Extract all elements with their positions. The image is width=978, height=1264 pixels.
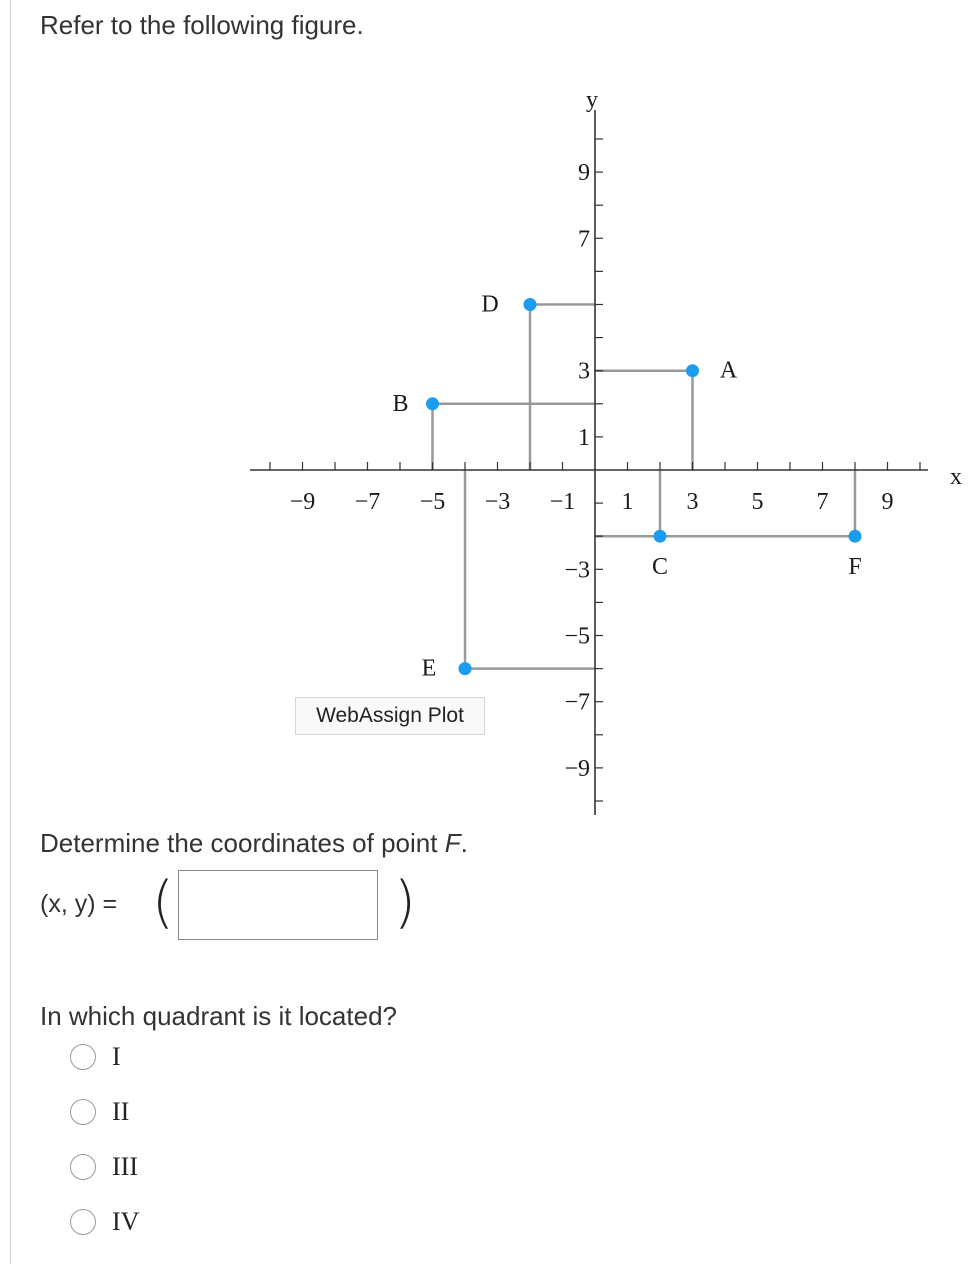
- x-tick-label: 5: [751, 489, 764, 515]
- x-tick-label: 1: [621, 489, 634, 515]
- point-b: [426, 397, 439, 410]
- y-tick-label: 9: [578, 160, 590, 187]
- radio-button[interactable]: [70, 1154, 96, 1180]
- question-coordinates-point: F: [444, 828, 461, 858]
- point-label-e: E: [421, 655, 437, 682]
- point-label-f: F: [848, 554, 862, 581]
- answer-row: [40, 868, 440, 944]
- option-label: III: [112, 1152, 138, 1181]
- y-tick-label: −7: [564, 689, 590, 716]
- point-label-a: A: [719, 357, 738, 384]
- labels: [290, 87, 962, 782]
- x-tick-label: −5: [419, 489, 446, 515]
- x-tick-label: −7: [354, 489, 381, 515]
- radio-button[interactable]: [70, 1209, 96, 1235]
- x-tick-label: −1: [549, 489, 576, 515]
- x-tick-label: 3: [686, 489, 699, 515]
- option-label: II: [112, 1097, 130, 1126]
- y-tick-label: −3: [564, 557, 590, 584]
- close-paren: ): [394, 870, 416, 935]
- radio-button[interactable]: [70, 1044, 96, 1070]
- x-tick-label: −9: [289, 489, 316, 515]
- x-tick-label: −3: [484, 489, 511, 515]
- question-coordinates-prefix: Determine the coordinates of point: [40, 828, 445, 858]
- option-label: IV: [112, 1207, 140, 1236]
- option-quadrant-2[interactable]: [70, 1095, 129, 1129]
- y-tick-label: 7: [578, 226, 590, 253]
- y-tick-label: −5: [564, 623, 590, 650]
- option-label: I: [112, 1042, 121, 1071]
- point-a: [686, 364, 699, 377]
- radio-button[interactable]: [70, 1099, 96, 1125]
- x-axis-label: x: [950, 464, 962, 490]
- question-intro: Refer to the following figure.: [40, 10, 364, 40]
- question-quadrant: In which quadrant is it located?: [40, 1001, 397, 1031]
- point-label-d: D: [481, 291, 499, 318]
- open-paren: (: [152, 870, 174, 935]
- option-quadrant-3[interactable]: [70, 1150, 138, 1184]
- coordinates-input[interactable]: [178, 870, 378, 940]
- point-e: [459, 662, 472, 675]
- guide-lines: [433, 305, 856, 669]
- point-f: [849, 530, 862, 543]
- points: [426, 298, 862, 675]
- x-tick-label: 7: [816, 489, 829, 515]
- y-tick-label: −9: [564, 755, 590, 782]
- question-coordinates-suffix: .: [460, 828, 468, 858]
- point-d: [524, 298, 537, 311]
- option-quadrant-1[interactable]: [70, 1040, 121, 1074]
- webassign-plot-button[interactable]: WebAssign Plot: [295, 697, 485, 735]
- point-label-b: B: [392, 390, 409, 417]
- y-tick-label: 1: [578, 424, 590, 451]
- y-axis-label: y: [586, 87, 598, 113]
- x-tick-label: 9: [881, 489, 894, 515]
- question-coordinates: [40, 828, 468, 859]
- y-tick-label: 3: [578, 358, 590, 385]
- answer-label: (x, y) =: [40, 890, 118, 918]
- point-c: [654, 530, 667, 543]
- option-quadrant-4[interactable]: [70, 1205, 139, 1239]
- point-label-c: C: [651, 554, 669, 581]
